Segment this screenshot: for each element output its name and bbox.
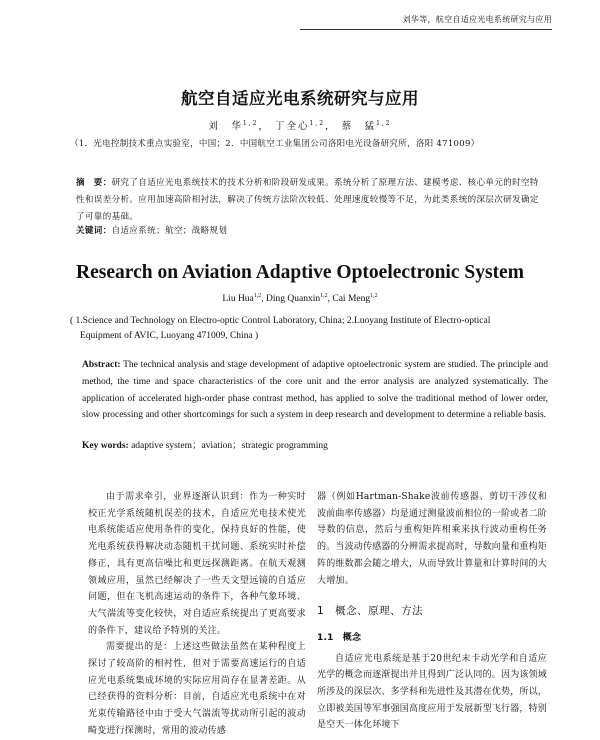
section-heading-1: 1 概念、原理、方法	[317, 605, 424, 618]
abstract-en-text: The technical analysis and stage development of adaptive optoelectronic system are studied. The principle and method, the time and space characteristics of the core unit and the error analysis are analyzed systematically. The application of accelerated high-order phase contrast method, has applied to solve the traditional method of lower order, slow processing and other shortcomings for such a system in deep research and development to determine a reliable basis.	[82, 360, 548, 421]
keywords-cn-text: 自适应系统；航空；战略规划	[111, 226, 228, 236]
keywords-en-label: Key words:	[82, 441, 129, 451]
abstract-english	[82, 357, 548, 424]
subsection-heading-1-1: 1.1 概念	[317, 632, 362, 643]
body-right-paragraph-2: 自适应光电系统是基于20世纪末卡动光学和自适应光学的概念而逐渐提出并且得到广泛认同的。因为该领域所涉及的深层次、多学科和先进性及其潜在优势，所以，立即被美国等军事强国高度应用于发展新型飞行器，特别是空天一体化环境下	[317, 653, 548, 731]
title-chinese: 航空自适应光电系统研究与应用	[181, 89, 419, 108]
body-left-paragraph-2: 需要提出的是：上述这些做法虽然在某种程度上探讨了较高阶的相衬性，但对于需要高速运行的自适应光电系统集成环境的实际应用尚存在显著差距。从已经获得的资料分析：目前，自适应光电系统中在对光束传输路径中由于受大气湍流等扰动所引起的波动畸变进行探测时，常用的波动传感	[88, 642, 306, 736]
keywords-english	[82, 437, 548, 451]
keywords-cn-label: 关键词：	[76, 226, 112, 236]
author-cn-2: 丁全心$^{1,2}$	[274, 119, 326, 132]
body-column-left	[88, 489, 306, 740]
abstract-cn-text: 研究了自适应光电系统技术的技术分析和阶段研发成果。系统分析了原理方法、建模考虑、核心单元的时空特性和误差分析。应用加速高阶相衬法，解决了传统方法阶次较低、处理速度较慢等不足，为此类系统的深层次研发确定了可靠的基础。	[76, 178, 539, 222]
authors-chinese: 刘 华$^{1,2}$， 丁全心$^{1,2}$， 蔡 猛$^{1,2}$	[208, 119, 392, 132]
author-cn-3: 蔡 猛$^{1,2}$	[341, 119, 392, 132]
author-en-1: Liu Hua$^{1,2}$	[222, 293, 262, 305]
keywords-en-text: adaptive system；aviation；strategic programming	[128, 441, 328, 451]
affiliation-english	[70, 314, 560, 344]
title-english: Research on Aviation Adaptive Optoelectronic System	[76, 262, 524, 283]
affiliation-chinese: （1．光电控制技术重点实验室，中国；2．中国航空工业集团公司洛阳电光设备研究所，洛阳 471009）	[70, 139, 480, 149]
affiliation-en-line1: ( 1.Science and Technology on Electro-optic Control Laboratory, China; 2.Luoyang Institute of Electro-optical	[70, 316, 491, 326]
keywords-chinese	[76, 224, 546, 236]
abstract-chinese	[76, 175, 546, 226]
abstract-cn-label: 摘 要：	[76, 178, 112, 188]
affiliation-en-line2: Equipment of AVIC, Luoyang 471009, China )	[80, 331, 259, 341]
body-left-paragraph-1: 由于需求牵引，业界逐渐认识到：作为一种实时校正光学系统随机误差的技术，自适应光电技术使光电系统能适应使用条件的变化，保持良好的性能，使光电系统获得解决动态随机干扰问题、系统实时补偿修正，具有更高信噪比和更远探测距离。在航天观测领域应用，虽然已经解决了一些天文望远镜的自适应问题，但在飞机高速运动的条件下，各种气象环境、大气湍流等变化较快，对自适应系统提出了更高要求的条件下，建议给予特别的关注。	[88, 492, 306, 636]
author-en-3: Cai Meng$^{1,2}$	[332, 293, 378, 305]
abstract-en-label: Abstract:	[82, 360, 121, 370]
authors-english: Liu Hua$^{1,2}$, Ding Quanxin$^{1,2}$, Cai Meng$^{1,2}$	[222, 293, 378, 305]
author-cn-1: 刘 华$^{1,2}$	[208, 119, 259, 132]
running-header: 刘华等，航空自适应光电系统研究与应用	[300, 14, 552, 30]
body-column-right	[317, 489, 547, 734]
author-en-2: Ding Quanxin$^{1,2}$	[266, 293, 328, 305]
body-right-paragraph-1: 器（例如Hartman-Shake波前传感器、剪切干涉仪和波前曲率传感器）均是通过测量波前相位的一阶或者二阶导数的信息，然后与重构矩阵相乘来执行波动重构任务的。当波动传感器的分辨需求提高时，导数向量和重构矩阵的维数都会随之增大，从而导致计算量和计算时间的大大增加。	[317, 492, 548, 586]
